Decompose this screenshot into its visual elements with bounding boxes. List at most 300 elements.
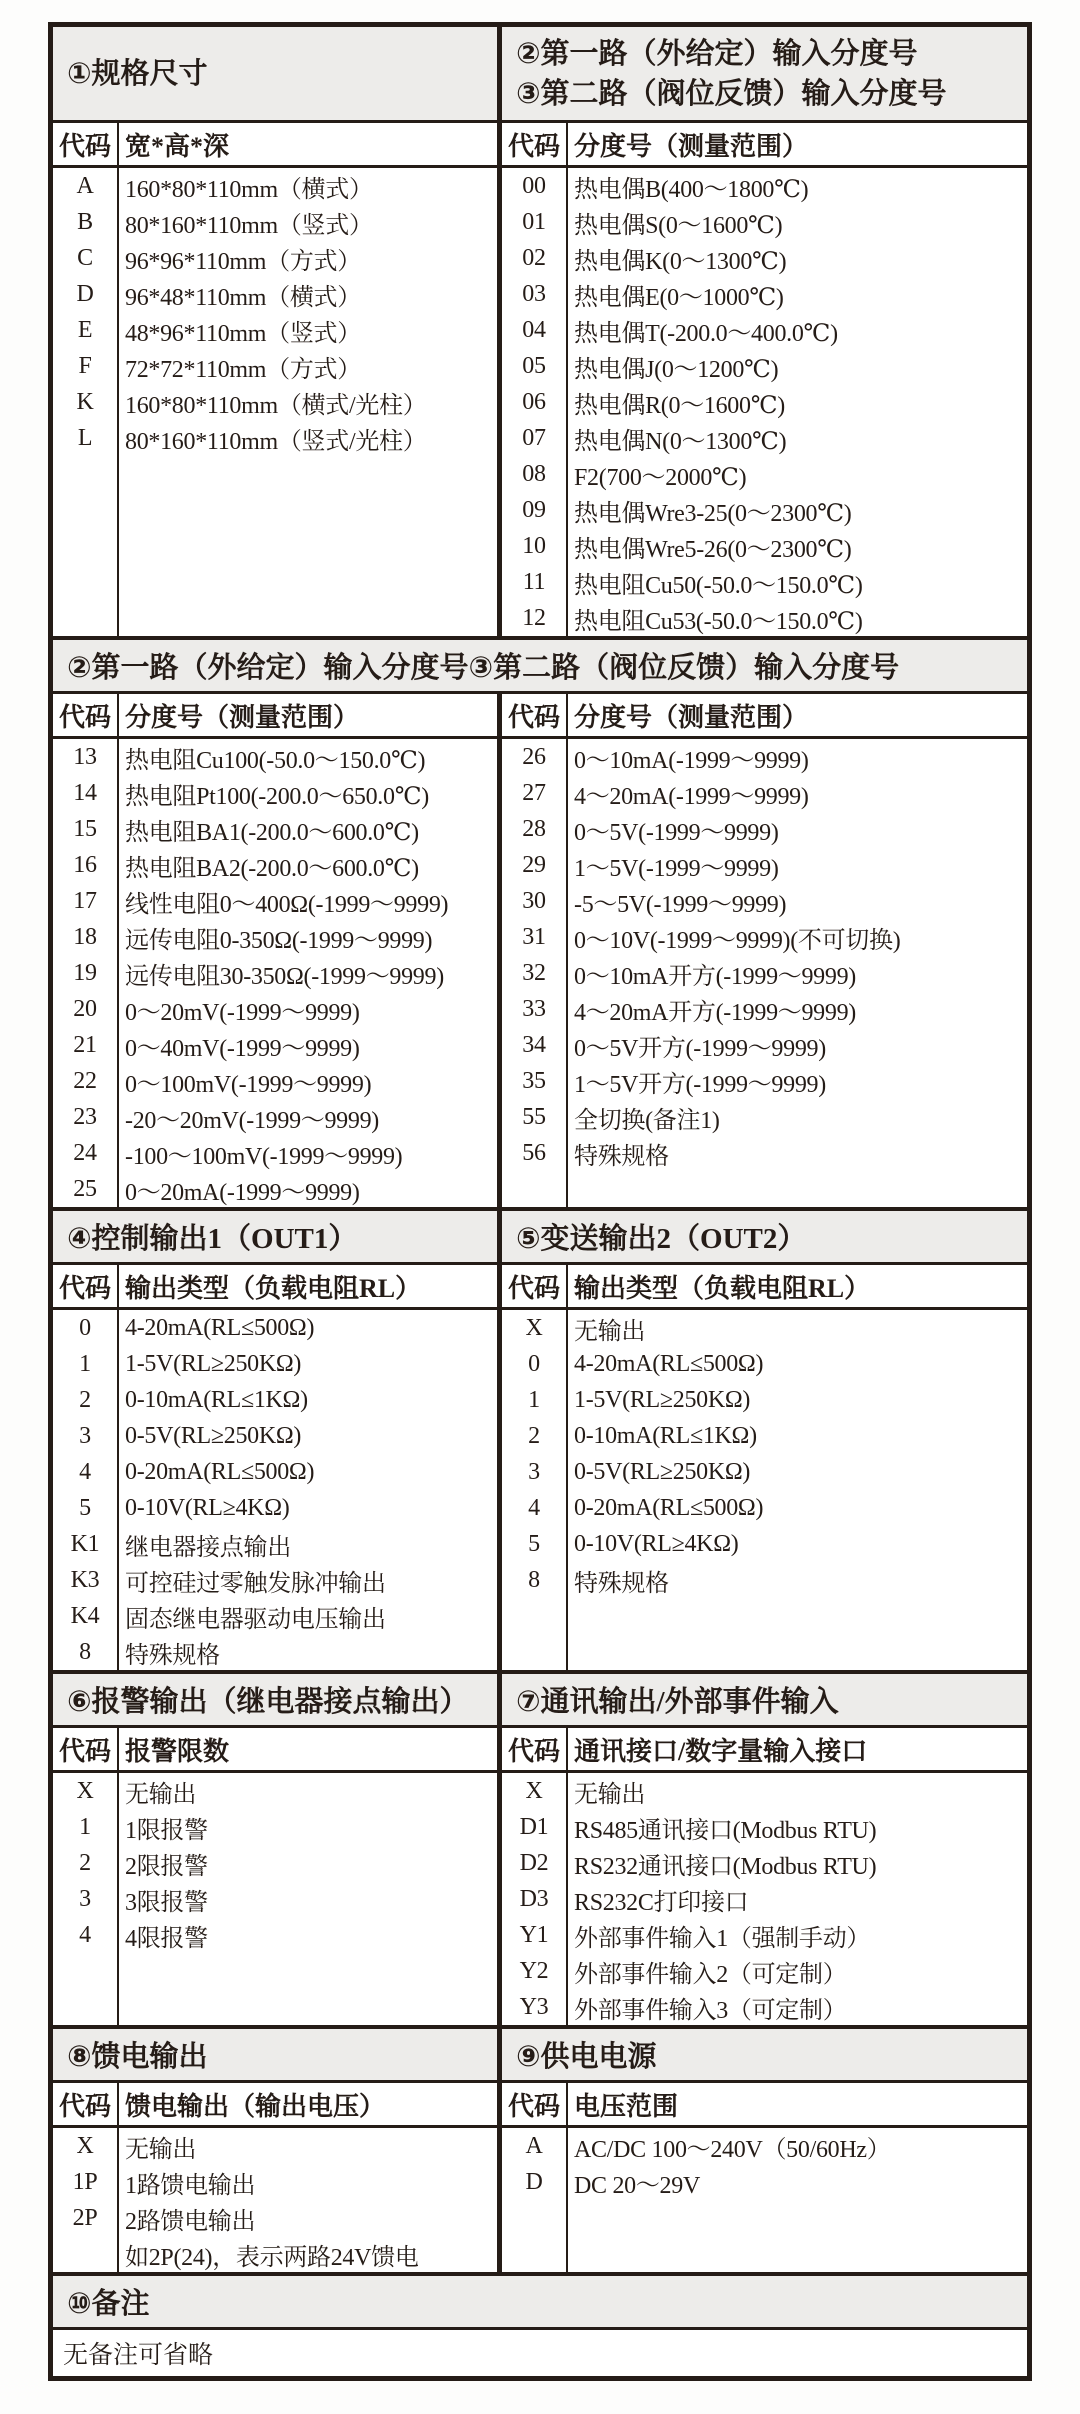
desc-cell: 特殊规格	[574, 1570, 669, 1597]
code-cell: 09	[522, 496, 546, 523]
section-9-column-header	[502, 2083, 1027, 2128]
code-cell: K3	[70, 1566, 100, 1593]
desc-cell: 固态继电器驱动电压输出	[125, 1606, 386, 1633]
desc-cell: 4-20mA(RL≤500Ω)	[125, 1314, 315, 1341]
table-row	[502, 1881, 1027, 1917]
desc-cell: 热电偶N(0～1300℃)	[574, 428, 787, 455]
desc-cell: 160*80*110mm（横式/光柱）	[125, 392, 427, 419]
desc-cell: RS232C打印接口	[574, 1889, 749, 1916]
code-cell: 23	[73, 1103, 97, 1130]
desc-cell: 1-5V(RL≥250KΩ)	[125, 1350, 302, 1377]
desc-cell: 0～5V开方(-1999～9999)	[574, 1035, 826, 1062]
column-header	[502, 694, 1027, 739]
section-7-communication-event-input	[502, 1674, 1027, 2025]
desc-cell: 热电阻BA1(-200.0～600.0℃)	[125, 819, 419, 846]
section-title-text: ⑧馈电输出	[67, 2041, 208, 2073]
code-cell: 3	[79, 1885, 91, 1912]
table-row	[502, 420, 1027, 456]
section-5-column-header	[502, 1265, 1027, 1310]
code-cell: 8	[528, 1566, 540, 1593]
desc-column-header: 馈电输出（输出电压）	[125, 2091, 386, 2121]
section-4-title	[53, 1211, 497, 1265]
desc-column-header: 分度号（测量范围）	[125, 702, 360, 732]
table-row	[502, 1845, 1027, 1881]
table-row	[53, 739, 497, 775]
desc-cell: 0～100mV(-1999～9999)	[125, 1071, 372, 1098]
code-cell: 04	[522, 316, 546, 343]
code-column-header: 代码	[58, 2091, 111, 2121]
table-row	[53, 1634, 497, 1670]
desc-cell: 全切换(备注1)	[574, 1107, 720, 1134]
code-cell: 13	[73, 743, 97, 770]
code-cell: 12	[522, 604, 546, 631]
code-cell: 20	[73, 995, 97, 1022]
table-row	[53, 384, 497, 420]
section-title-text: ④控制输出1（OUT1）	[67, 1223, 358, 1255]
code-cell: 1P	[72, 2168, 98, 2195]
desc-cell: 0～10V(-1999～9999)(不可切换)	[574, 927, 901, 954]
code-cell: X	[76, 2132, 94, 2159]
section-4-column-header	[53, 1265, 497, 1310]
desc-cell: 0-20mA(RL≤500Ω)	[574, 1494, 764, 1521]
desc-cell: 热电阻Pt100(-200.0～650.0℃)	[125, 783, 429, 810]
code-cell: 28	[522, 815, 546, 842]
band-5	[53, 2029, 1027, 2276]
table-row	[53, 1418, 497, 1454]
code-column-header: 代码	[507, 1736, 560, 1766]
code-cell: 00	[522, 172, 546, 199]
code-column-header: 代码	[507, 1273, 560, 1303]
code-cell: 2	[79, 1849, 91, 1876]
desc-cell: 3限报警	[125, 1889, 208, 1916]
section-title-text: ⑥报警输出（继电器接点输出）	[67, 1686, 469, 1718]
desc-cell: 4限报警	[125, 1925, 208, 1952]
code-cell: D3	[519, 1885, 549, 1912]
desc-column-header: 通讯接口/数字量输入接口	[574, 1736, 868, 1766]
table-row	[502, 348, 1027, 384]
code-cell: 2	[528, 1422, 540, 1449]
desc-cell: F2(700～2000℃)	[574, 464, 747, 491]
table-row	[502, 276, 1027, 312]
code-cell: K	[76, 388, 94, 415]
table-row	[53, 2200, 497, 2236]
code-cell: 24	[73, 1139, 97, 1166]
desc-cell: AC/DC 100～240V（50/60Hz）	[574, 2136, 891, 2163]
table-row	[53, 420, 497, 456]
desc-cell: 80*160*110mm（竖式）	[125, 212, 373, 239]
code-cell: 1	[528, 1386, 540, 1413]
table-row	[502, 312, 1027, 348]
table-row	[53, 1063, 497, 1099]
code-cell: X	[525, 1777, 543, 1804]
desc-cell: 0-10V(RL≥4KΩ)	[574, 1530, 739, 1557]
table-row	[502, 384, 1027, 420]
desc-cell: DC 20～29V	[574, 2172, 700, 2199]
section-2-3-input-graduation	[502, 27, 1027, 636]
table-row	[502, 204, 1027, 240]
table-row	[502, 600, 1027, 636]
table-row	[502, 1454, 1027, 1490]
table-row	[53, 348, 497, 384]
desc-cell: RS232通讯接口(Modbus RTU)	[574, 1853, 877, 1880]
desc-cell: 96*48*110mm（横式）	[125, 284, 361, 311]
table-row	[53, 1027, 497, 1063]
table-row	[53, 1171, 497, 1207]
section-9-rows	[502, 2128, 1027, 2272]
table-row	[53, 1773, 497, 1809]
table-row	[502, 564, 1027, 600]
section-9-title	[502, 2029, 1027, 2083]
table-row	[502, 1809, 1027, 1845]
code-cell: 08	[522, 460, 546, 487]
code-column-header: 代码	[507, 131, 560, 161]
desc-cell: 1～5V(-1999～9999)	[574, 855, 779, 882]
section-2-3-column-header	[502, 123, 1027, 168]
desc-cell: 1路馈电输出	[125, 2172, 256, 2199]
desc-cell: 无输出	[125, 1781, 197, 1808]
desc-cell: 4～20mA开方(-1999～9999)	[574, 999, 856, 1026]
rows-13-25	[53, 739, 497, 1207]
table-row	[53, 1310, 497, 1346]
code-column-header: 代码	[58, 1736, 111, 1766]
section-1-title	[53, 27, 497, 123]
section-10-title	[53, 2276, 1027, 2330]
table-row	[502, 528, 1027, 564]
desc-cell: 热电阻Cu100(-50.0～150.0℃)	[125, 747, 426, 774]
desc-cell: 2限报警	[125, 1853, 208, 1880]
desc-cell: 无输出	[574, 1781, 646, 1808]
code-cell: 05	[522, 352, 546, 379]
table-row	[502, 1346, 1027, 1382]
band-2	[53, 640, 1027, 1211]
desc-cell: 如2P(24)，表示两路24V馈电	[125, 2244, 419, 2271]
code-cell: 14	[73, 779, 97, 806]
graduation-codes-26-56	[502, 694, 1027, 1207]
code-cell: Y1	[519, 1921, 549, 1948]
section-4-rows	[53, 1310, 497, 1670]
code-cell: 0	[79, 1314, 91, 1341]
table-row	[53, 1598, 497, 1634]
section-title-line2: ③第二路（阀位反馈）输入分度号	[516, 77, 947, 110]
band-2-halves	[53, 694, 1027, 1207]
desc-cell: 热电偶E(0～1000℃)	[574, 284, 784, 311]
table-row	[502, 1099, 1027, 1135]
table-row	[502, 1562, 1027, 1598]
desc-cell: 热电阻BA2(-200.0～600.0℃)	[125, 855, 419, 882]
code-cell: 1	[79, 1813, 91, 1840]
code-cell: 11	[522, 568, 546, 595]
code-cell: 3	[79, 1422, 91, 1449]
table-row	[502, 1773, 1027, 1809]
section-5-rows	[502, 1310, 1027, 1670]
desc-cell: 72*72*110mm（方式）	[125, 356, 361, 383]
table-row	[53, 847, 497, 883]
table-row	[502, 739, 1027, 775]
desc-cell: 0～20mV(-1999～9999)	[125, 999, 360, 1026]
desc-cell: 可控硅过零触发脉冲输出	[125, 1570, 386, 1597]
desc-cell: 0～40mV(-1999～9999)	[125, 1035, 360, 1062]
rows-26-56	[502, 739, 1027, 1207]
code-cell: X	[76, 1777, 94, 1804]
desc-cell: 1-5V(RL≥250KΩ)	[574, 1386, 751, 1413]
code-cell: 25	[73, 1175, 97, 1202]
code-cell: 55	[522, 1103, 546, 1130]
section-9-power-supply	[502, 2029, 1027, 2272]
desc-cell: 0-5V(RL≥250KΩ)	[574, 1458, 751, 1485]
band-6	[53, 2276, 1027, 2376]
table-row	[53, 168, 497, 204]
desc-cell: 热电阻Cu53(-50.0～150.0℃)	[574, 608, 863, 635]
code-cell: D	[76, 280, 94, 307]
section-2-3-rows	[502, 168, 1027, 636]
desc-cell: 热电偶R(0～1600℃)	[574, 392, 785, 419]
code-cell: 19	[73, 959, 97, 986]
table-row	[53, 312, 497, 348]
desc-cell: 0-10mA(RL≤1KΩ)	[125, 1386, 308, 1413]
code-column-header: 代码	[58, 131, 111, 161]
table-row	[53, 1099, 497, 1135]
section-5-transmit-output-2	[502, 1211, 1027, 1670]
desc-cell: 热电偶B(400～1800℃)	[574, 176, 809, 203]
table-row	[53, 1881, 497, 1917]
code-cell: 32	[522, 959, 546, 986]
table-row	[53, 955, 497, 991]
code-cell: D1	[519, 1813, 549, 1840]
desc-cell: 热电偶Wre3-25(0～2300℃)	[574, 500, 852, 527]
code-cell: 0	[528, 1350, 540, 1377]
desc-column-header: 分度号（测量范围）	[574, 702, 809, 732]
table-row	[53, 2164, 497, 2200]
code-cell: K1	[70, 1530, 100, 1557]
table-row	[502, 883, 1027, 919]
table-row	[502, 1310, 1027, 1346]
table-row	[502, 1135, 1027, 1171]
code-cell: C	[77, 244, 93, 271]
column-header	[53, 694, 497, 739]
table-row	[53, 991, 497, 1027]
table-row	[53, 1346, 497, 1382]
desc-cell: 热电偶T(-200.0～400.0℃)	[574, 320, 838, 347]
code-cell: 21	[73, 1031, 97, 1058]
section-title-line1: ②第一路（外给定）输入分度号	[516, 37, 918, 70]
code-column-header: 代码	[58, 1273, 111, 1303]
section-6-title	[53, 1674, 497, 1728]
section-1-rows	[53, 168, 497, 636]
table-row	[502, 1382, 1027, 1418]
desc-cell: RS485通讯接口(Modbus RTU)	[574, 1817, 877, 1844]
desc-cell: 热电偶Wre5-26(0～2300℃)	[574, 536, 852, 563]
section-8-column-header	[53, 2083, 497, 2128]
code-cell: D2	[519, 1849, 549, 1876]
code-column-header: 代码	[507, 2091, 560, 2121]
table-row	[502, 456, 1027, 492]
desc-cell: 热电偶K(0～1300℃)	[574, 248, 787, 275]
table-row	[53, 811, 497, 847]
code-cell: 02	[522, 244, 546, 271]
table-row	[502, 1917, 1027, 1953]
table-row	[53, 1490, 497, 1526]
table-row	[502, 1490, 1027, 1526]
table-row	[502, 919, 1027, 955]
desc-cell: -100～100mV(-1999～9999)	[125, 1143, 403, 1170]
desc-cell: 外部事件输入3（可定制）	[574, 1997, 847, 2024]
desc-column-header: 输出类型（负载电阻RL）	[574, 1273, 871, 1303]
code-cell: 2	[79, 1386, 91, 1413]
desc-column-header: 宽*高*深	[125, 131, 230, 161]
table-row	[502, 1418, 1027, 1454]
desc-cell: 80*160*110mm（竖式/光柱）	[125, 428, 427, 455]
code-cell: 4	[79, 1458, 91, 1485]
desc-cell: 特殊规格	[125, 1642, 220, 1669]
code-cell: 4	[79, 1921, 91, 1948]
table-row	[53, 240, 497, 276]
code-cell: 26	[522, 743, 546, 770]
ordering-code-spec-table	[48, 22, 1032, 2381]
code-cell: 3	[528, 1458, 540, 1485]
code-cell: 5	[79, 1494, 91, 1521]
desc-column-header: 报警限数	[125, 1736, 230, 1766]
desc-cell: 160*80*110mm（横式）	[125, 176, 373, 203]
code-cell: 03	[522, 280, 546, 307]
code-cell: 16	[73, 851, 97, 878]
code-cell: 5	[528, 1530, 540, 1557]
code-cell: 06	[522, 388, 546, 415]
desc-cell: 0-10V(RL≥4KΩ)	[125, 1494, 290, 1521]
desc-cell: 继电器接点输出	[125, 1534, 291, 1561]
code-cell: F	[78, 352, 92, 379]
code-column-header: 代码	[58, 702, 111, 732]
desc-cell: 0-10mA(RL≤1KΩ)	[574, 1422, 757, 1449]
table-row	[53, 276, 497, 312]
desc-cell: 2路馈电输出	[125, 2208, 256, 2235]
code-column-header: 代码	[507, 702, 560, 732]
table-row	[53, 1135, 497, 1171]
section-8-title	[53, 2029, 497, 2083]
section-title-text: ②第一路（外给定）输入分度号③第二路（阀位反馈）输入分度号	[67, 652, 900, 684]
code-cell: 29	[522, 851, 546, 878]
table-row	[53, 883, 497, 919]
table-row	[53, 1382, 497, 1418]
table-row	[53, 2236, 497, 2272]
table-row	[53, 1526, 497, 1562]
code-cell: 56	[522, 1139, 546, 1166]
code-cell: 18	[73, 923, 97, 950]
desc-column-header: 分度号（测量范围）	[574, 131, 809, 161]
desc-cell: 0-20mA(RL≤500Ω)	[125, 1458, 315, 1485]
table-row	[502, 847, 1027, 883]
desc-cell: 热电偶J(0～1200℃)	[574, 356, 779, 383]
table-row	[502, 492, 1027, 528]
section-2-3-continued-title	[53, 640, 1027, 694]
section-8-rows	[53, 2128, 497, 2272]
desc-cell: 无输出	[574, 1318, 646, 1345]
band-3	[53, 1211, 1027, 1674]
desc-cell: -20～20mV(-1999～9999)	[125, 1107, 379, 1134]
desc-cell: 0-5V(RL≥250KΩ)	[125, 1422, 302, 1449]
table-row	[53, 919, 497, 955]
desc-cell: 无输出	[125, 2136, 197, 2163]
code-cell: A	[525, 2132, 543, 2159]
code-cell: 2P	[72, 2204, 98, 2231]
desc-cell: 外部事件输入1（强制手动）	[574, 1925, 871, 1952]
desc-cell: 48*96*110mm（竖式）	[125, 320, 361, 347]
code-cell: X	[525, 1314, 543, 1341]
section-title-text: ⑤变送输出2（OUT2）	[516, 1223, 807, 1255]
section-6-column-header	[53, 1728, 497, 1773]
table-row	[502, 1953, 1027, 1989]
table-row	[502, 2164, 1027, 2200]
table-row	[53, 1845, 497, 1881]
section-title-text: ①规格尺寸	[67, 57, 208, 90]
code-cell: E	[77, 316, 93, 343]
code-cell: 30	[522, 887, 546, 914]
table-row	[502, 955, 1027, 991]
code-cell: 1	[79, 1350, 91, 1377]
code-cell: B	[77, 208, 93, 235]
desc-column-header: 电压范围	[574, 2091, 679, 2121]
table-row	[502, 811, 1027, 847]
desc-cell: 特殊规格	[574, 1143, 669, 1170]
code-cell: 4	[528, 1494, 540, 1521]
code-cell: 8	[79, 1638, 91, 1665]
code-cell: A	[76, 172, 94, 199]
code-cell: Y2	[519, 1957, 549, 1984]
code-cell: L	[77, 424, 93, 451]
code-cell: 31	[522, 923, 546, 950]
desc-cell: 0～5V(-1999～9999)	[574, 819, 779, 846]
section-6-rows	[53, 1773, 497, 2025]
code-cell: 27	[522, 779, 546, 806]
desc-column-header: 输出类型（负载电阻RL）	[125, 1273, 422, 1303]
table-row	[502, 1027, 1027, 1063]
table-row	[502, 991, 1027, 1027]
section-title-text: ⑩备注	[67, 2288, 150, 2320]
code-cell: 07	[522, 424, 546, 451]
code-cell: 34	[522, 1031, 546, 1058]
desc-cell: 0～20mA(-1999～9999)	[125, 1179, 360, 1206]
graduation-codes-13-25	[53, 694, 502, 1207]
code-cell: Y3	[519, 1993, 549, 2020]
desc-cell: 1限报警	[125, 1817, 208, 1844]
desc-cell: 热电阻Cu50(-50.0～150.0℃)	[574, 572, 863, 599]
section-2-3-title	[502, 27, 1027, 123]
table-row	[502, 1063, 1027, 1099]
desc-cell: -5～5V(-1999～9999)	[574, 891, 787, 918]
table-row	[502, 775, 1027, 811]
code-cell: 17	[73, 887, 97, 914]
section-4-control-output-1	[53, 1211, 502, 1670]
section-8-feed-output	[53, 2029, 502, 2272]
section-6-alarm-output	[53, 1674, 502, 2025]
band-1	[53, 27, 1027, 640]
table-row	[53, 1809, 497, 1845]
table-row	[53, 1917, 497, 1953]
desc-cell: 线性电阻0～400Ω(-1999～9999)	[125, 891, 449, 918]
desc-cell: 远传电阻30-350Ω(-1999～9999)	[125, 963, 444, 990]
table-row	[502, 240, 1027, 276]
table-row	[502, 1526, 1027, 1562]
section-5-title	[502, 1211, 1027, 1265]
section-7-rows	[502, 1773, 1027, 2025]
section-7-title	[502, 1674, 1027, 1728]
code-cell: 35	[522, 1067, 546, 1094]
table-row	[53, 204, 497, 240]
table-row	[502, 2128, 1027, 2164]
desc-cell: 4～20mA(-1999～9999)	[574, 783, 809, 810]
table-row	[53, 1454, 497, 1490]
code-cell: 10	[522, 532, 546, 559]
section-title-text: ⑨供电电源	[516, 2041, 657, 2073]
